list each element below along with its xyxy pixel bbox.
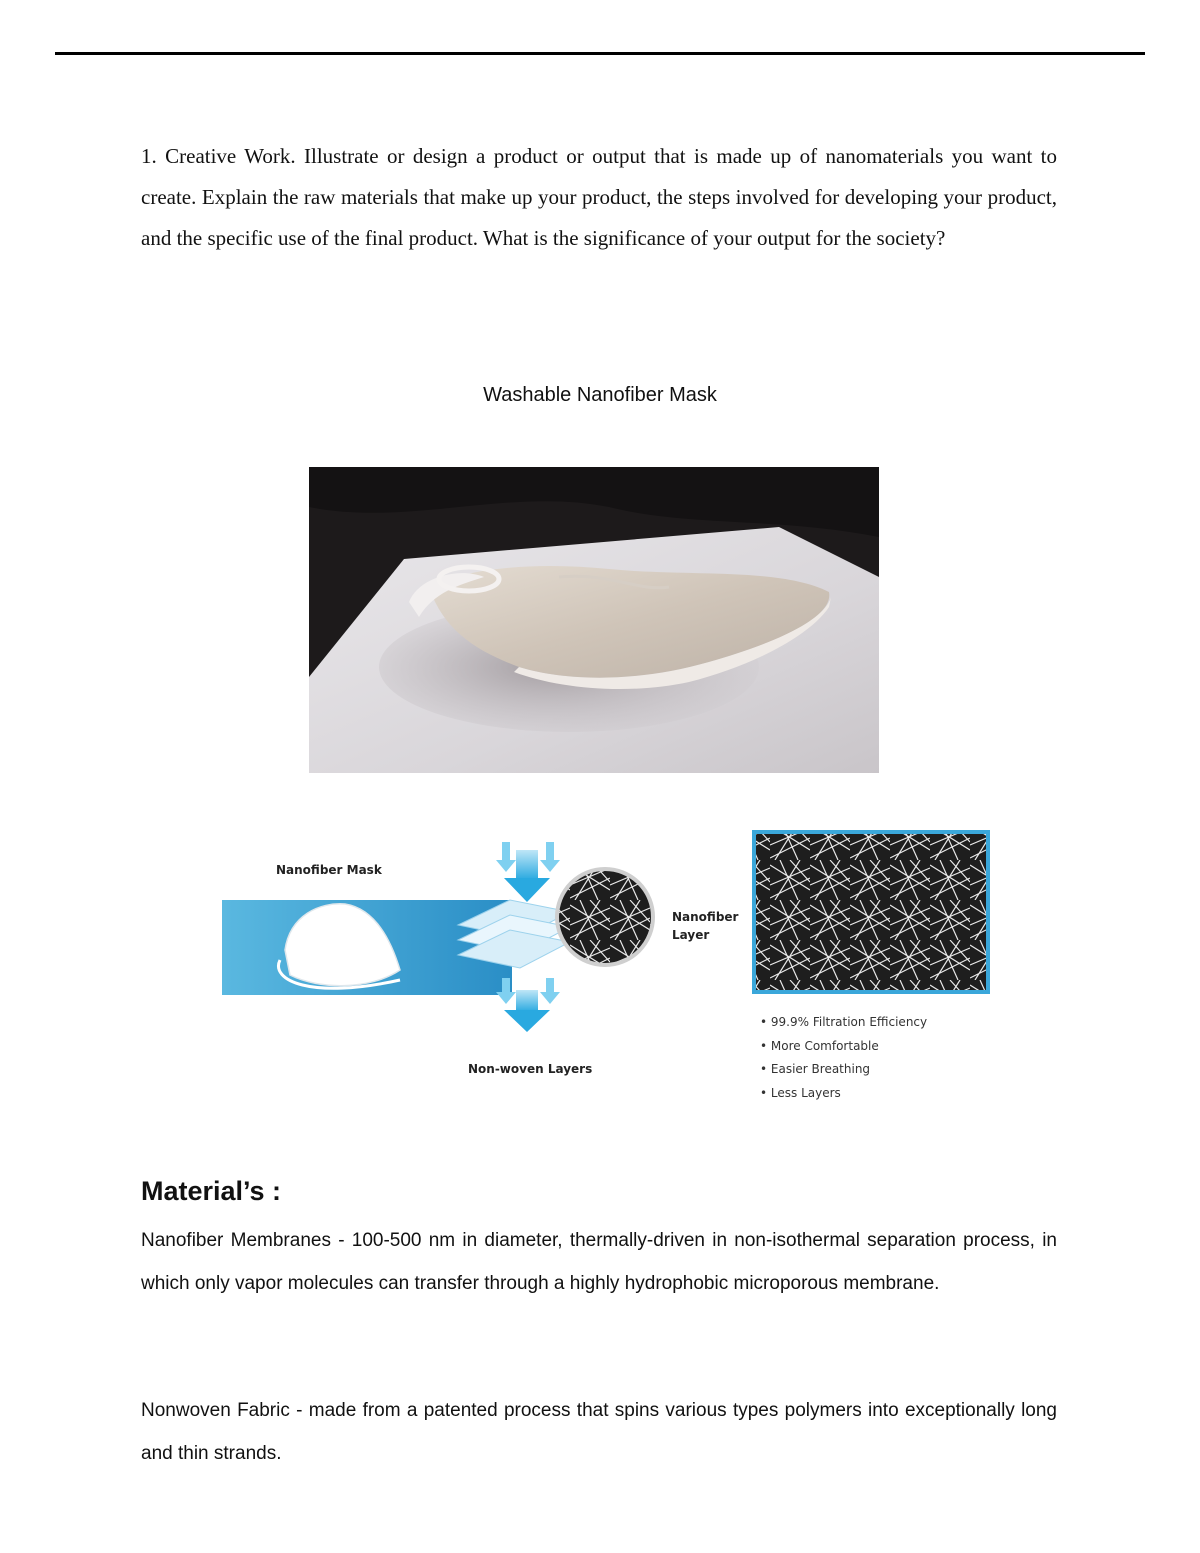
benefit-item: • Easier Breathing [760, 1062, 871, 1076]
fiber-magnifier-icon [550, 860, 670, 980]
down-arrows-icon [496, 842, 560, 902]
nonwoven-label: Non-woven Layers [468, 1062, 593, 1076]
sem-image [754, 832, 988, 992]
materials-heading: Material’s : [141, 1176, 282, 1206]
layer-label-line2: Layer [672, 928, 710, 942]
product-title: Washable Nanofiber Mask [483, 384, 717, 406]
header-rule [55, 52, 1145, 55]
benefit-item: • More Comfortable [760, 1039, 879, 1053]
question-text: 1. Creative Work. Illustrate or design a product or output that is made up of nanomaterials you want to create. Explain the raw materials that make up your product, the steps involved for developing your product, and the specific use of the final product. What is the significance of your output for the society? [141, 144, 1057, 250]
mask-label: Nanofiber Mask [276, 863, 382, 877]
benefit-item: • Less Layers [760, 1086, 841, 1100]
layer-label-line1: Nanofiber [672, 910, 739, 924]
mask-photo [309, 467, 879, 773]
down-arrows-lower-icon [496, 978, 560, 1032]
material-nonwoven-fabric: Nonwoven Fabric - made from a patented process that spins various types polymers into exceptionally long and thin strands. [141, 1400, 1057, 1464]
material-nanofiber-membranes: Nanofiber Membranes - 100-500 nm in diameter, thermally-driven in non-isothermal separation process, in which only vapor molecules can transfer through a highly hydrophobic microporous membrane. [141, 1230, 1057, 1294]
mask-photo-illustration [309, 467, 879, 773]
benefit-item: • 99.9% Filtration Efficiency [760, 1015, 928, 1029]
nanofiber-diagram [210, 820, 1010, 1120]
